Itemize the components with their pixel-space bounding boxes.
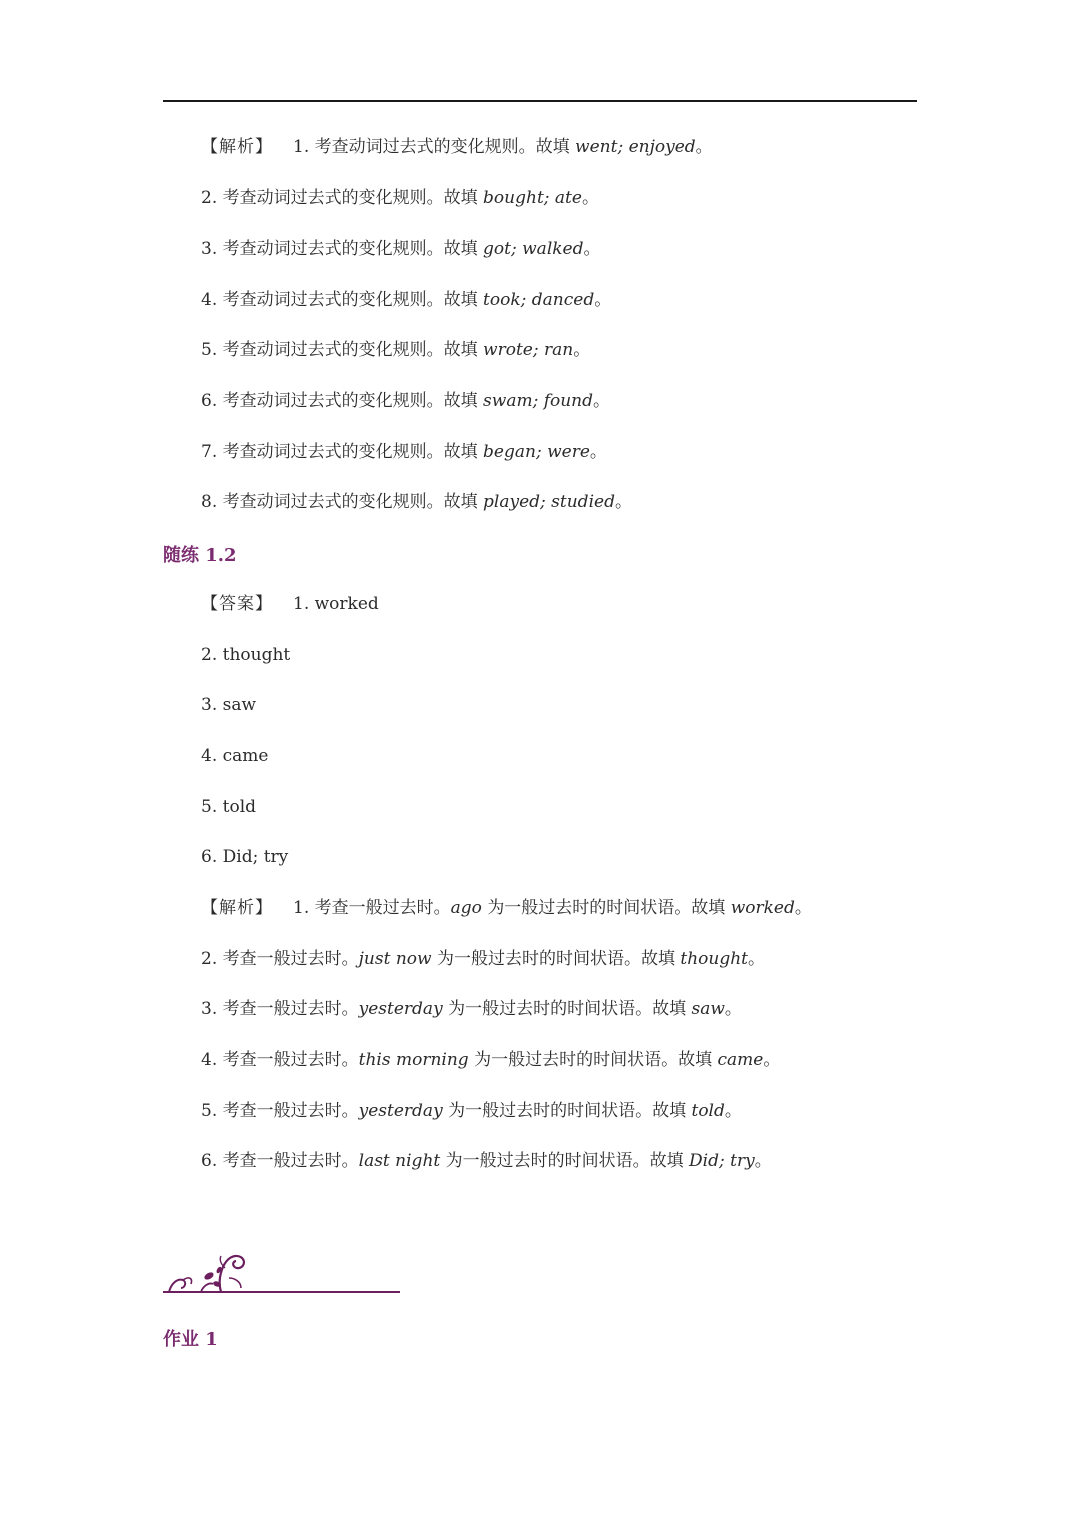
- answer-line-3: [201, 693, 256, 717]
- item-num: 1.: [293, 137, 310, 157]
- item-end: 。: [794, 898, 812, 918]
- time-phrase: just now: [358, 949, 432, 969]
- item-end: 。: [583, 239, 601, 259]
- item-answer: came: [717, 1050, 764, 1070]
- item-end: 。: [748, 949, 766, 969]
- item-num: 6.: [201, 1151, 218, 1171]
- item-pre: 考查一般过去时。: [222, 1050, 359, 1070]
- item-pre: 考查一般过去时。: [222, 999, 359, 1019]
- item-pre: 考查一般过去时。: [222, 949, 359, 969]
- item-end: 。: [593, 391, 611, 411]
- analysis2-line-3: [201, 997, 742, 1021]
- answer-line-4: [201, 744, 268, 768]
- item-pre: 考查一般过去时。: [314, 898, 451, 918]
- item-answer: Did; try: [689, 1151, 755, 1171]
- analysis-tag: 【解析】: [201, 137, 273, 157]
- item-end: 。: [724, 1101, 742, 1121]
- analysis-line-7: [201, 440, 607, 464]
- item-mid: 为一般过去时的时间状语。故填: [448, 999, 687, 1019]
- analysis-line-5: [201, 338, 590, 362]
- item-num: 3.: [201, 999, 218, 1019]
- answer-line-2: [201, 643, 290, 667]
- time-phrase: yesterday: [358, 1101, 443, 1121]
- item-mid: 为一般过去时的时间状语。故填: [474, 1050, 713, 1070]
- item-text: 考查动词过去式的变化规则。故填: [222, 239, 478, 259]
- item-answer: saw: [691, 999, 725, 1019]
- item-answer: swam; found: [483, 391, 594, 411]
- analysis-line-3: [201, 237, 601, 261]
- answer-text: 5. told: [201, 797, 257, 817]
- item-answer: wrote; ran: [483, 340, 574, 360]
- analysis2-line-2: [201, 947, 765, 971]
- answer-text: 6. Did; try: [201, 847, 289, 867]
- item-end: 。: [589, 442, 607, 462]
- answer-line-1: [201, 592, 379, 616]
- item-end: 。: [581, 188, 599, 208]
- item-text: 考查动词过去式的变化规则。故填: [222, 391, 478, 411]
- item-text: 考查动词过去式的变化规则。故填: [222, 492, 478, 512]
- analysis-line-8: [201, 490, 632, 514]
- analysis2-line-4: [201, 1048, 780, 1072]
- item-mid: 为一般过去时的时间状语。故填: [445, 1151, 684, 1171]
- section-heading-practice: 随练 1.2: [163, 545, 237, 566]
- item-text: 考查动词过去式的变化规则。故填: [222, 188, 478, 208]
- answer-text: 2. thought: [201, 645, 291, 665]
- item-num: 7.: [201, 442, 218, 462]
- analysis-line-1: [201, 135, 713, 159]
- answer-line-5: [201, 795, 256, 819]
- item-mid: 为一般过去时的时间状语。故填: [487, 898, 726, 918]
- item-text: 考查动词过去式的变化规则。故填: [222, 290, 478, 310]
- time-phrase: yesterday: [358, 999, 443, 1019]
- item-mid: 为一般过去时的时间状语。故填: [436, 949, 675, 969]
- analysis-line-4: [201, 288, 611, 312]
- item-end: 。: [695, 137, 713, 157]
- item-num: 6.: [201, 391, 218, 411]
- item-end: 。: [614, 492, 632, 512]
- item-end: 。: [724, 999, 742, 1019]
- item-end: 。: [763, 1050, 781, 1070]
- section-heading-homework: 作业 1: [163, 1329, 218, 1350]
- item-num: 4.: [201, 1050, 218, 1070]
- item-num: 8.: [201, 492, 218, 512]
- item-answer: took; danced: [483, 290, 595, 310]
- item-num: 4.: [201, 290, 218, 310]
- analysis-line-6: [201, 389, 610, 413]
- time-phrase: this morning: [358, 1050, 469, 1070]
- item-pre: 考查一般过去时。: [222, 1151, 359, 1171]
- item-text: 考查动词过去式的变化规则。故填: [222, 442, 478, 462]
- time-phrase: last night: [358, 1151, 441, 1171]
- item-mid: 为一般过去时的时间状语。故填: [448, 1101, 687, 1121]
- item-text: 考查动词过去式的变化规则。故填: [222, 340, 478, 360]
- item-num: 5.: [201, 340, 218, 360]
- top-rule: [163, 100, 917, 102]
- item-end: 。: [573, 340, 591, 360]
- item-answer: told: [691, 1101, 725, 1121]
- floral-flourish-icon: [163, 1248, 403, 1296]
- item-end: 。: [754, 1151, 772, 1171]
- time-phrase: ago: [450, 898, 482, 918]
- item-num: 5.: [201, 1101, 218, 1121]
- answer-line-6: [201, 845, 288, 869]
- item-answer: got; walked: [483, 239, 584, 259]
- item-answer: thought: [680, 949, 749, 969]
- item-pre: 考查一般过去时。: [222, 1101, 359, 1121]
- item-answer: went; enjoyed: [575, 137, 696, 157]
- item-num: 2.: [201, 188, 218, 208]
- analysis-tag: 【解析】: [201, 898, 273, 918]
- analysis2-line-5: [201, 1099, 742, 1123]
- item-text: 考查动词过去式的变化规则。故填: [314, 137, 570, 157]
- analysis2-line-6: [201, 1149, 772, 1173]
- answer-text: 4. came: [201, 746, 269, 766]
- answer-text: 1. worked: [293, 594, 379, 614]
- item-num: 1.: [293, 898, 310, 918]
- answer-tag: 【答案】: [201, 594, 273, 614]
- item-end: 。: [594, 290, 612, 310]
- analysis-line-2: [201, 186, 599, 210]
- item-num: 3.: [201, 239, 218, 259]
- answer-text: 3. saw: [201, 695, 257, 715]
- item-answer: began; were: [483, 442, 590, 462]
- item-answer: worked: [730, 898, 795, 918]
- analysis2-line-1: [201, 896, 812, 920]
- item-answer: bought; ate: [483, 188, 582, 208]
- item-num: 2.: [201, 949, 218, 969]
- item-answer: played; studied: [483, 492, 615, 512]
